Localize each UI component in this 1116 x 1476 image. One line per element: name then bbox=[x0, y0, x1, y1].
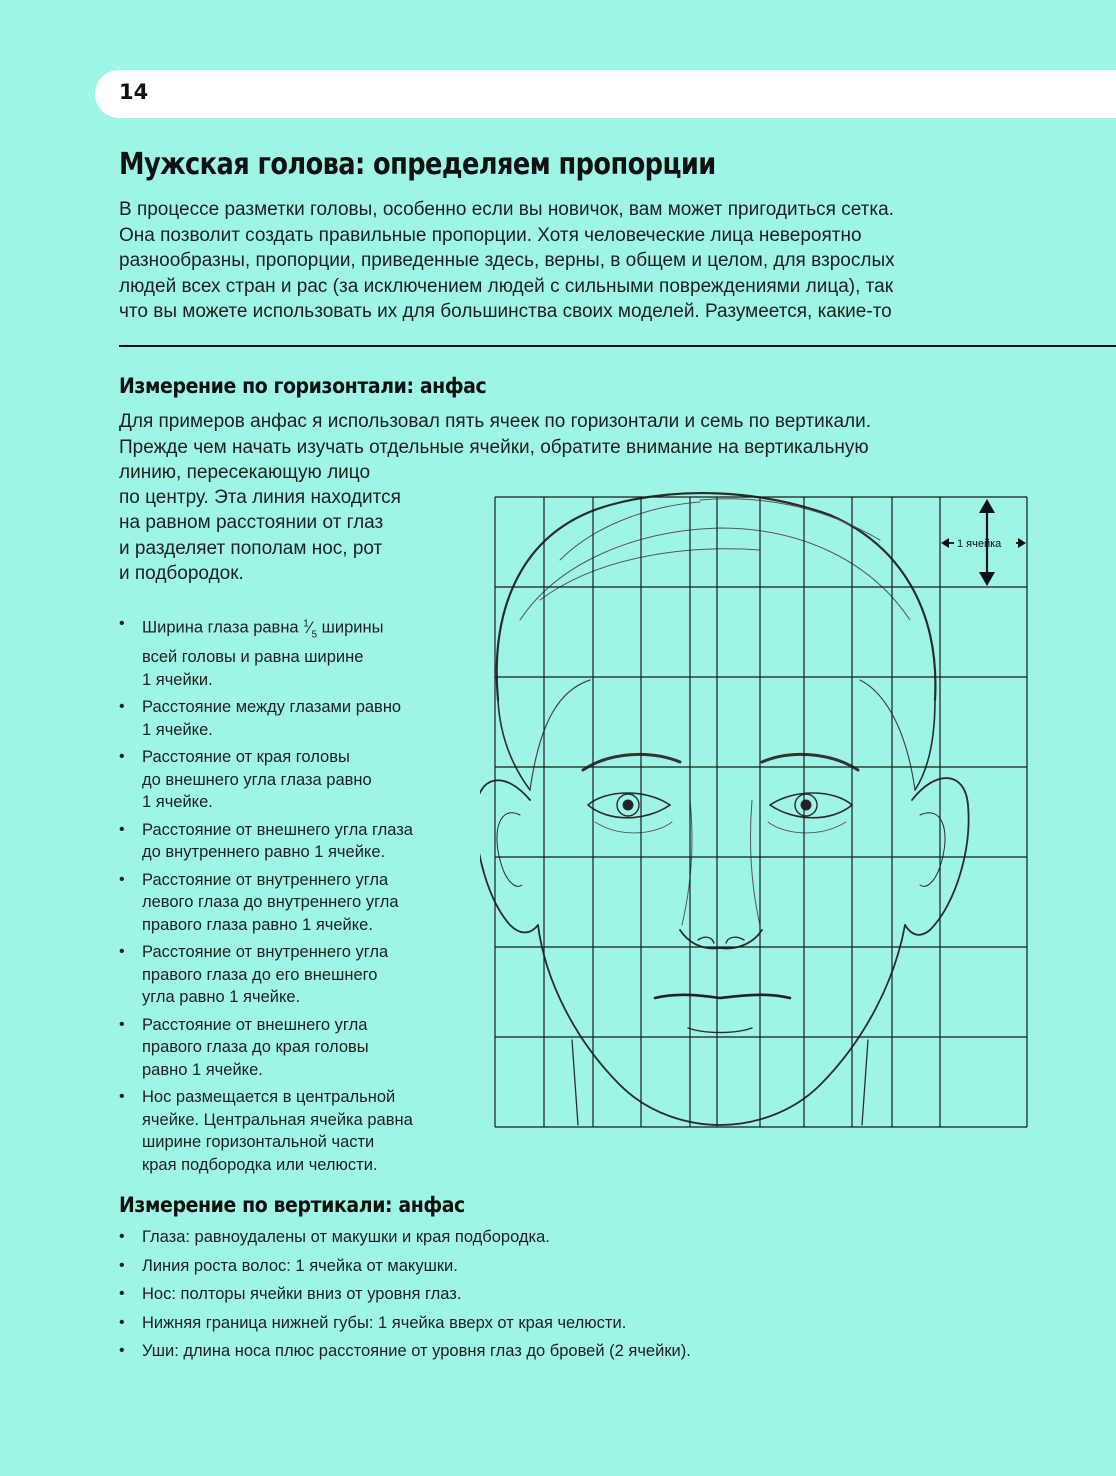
list-item bbox=[119, 819, 479, 864]
nose-bridge bbox=[682, 800, 760, 925]
page-number: 14 bbox=[119, 80, 149, 104]
head-outline bbox=[497, 493, 936, 700]
list-item-line: ячейке. Центральная ячейка равна bbox=[142, 1110, 413, 1129]
bullet-dot: • bbox=[119, 1313, 125, 1331]
list-item-line: Нос размещается в центральной bbox=[142, 1088, 396, 1107]
bullet-dot: • bbox=[119, 1256, 125, 1274]
section-divider bbox=[119, 345, 1116, 347]
page-title: Мужская голова: определяем пропорции bbox=[119, 147, 716, 182]
fraction-denominator: 5 bbox=[311, 628, 318, 640]
left-temple bbox=[498, 700, 530, 790]
page-header-bar bbox=[95, 70, 1116, 118]
intro-paragraph bbox=[119, 197, 1019, 325]
list-item-line: Глаза: равноудалены от макушки и края подбородка. bbox=[142, 1228, 550, 1246]
list-item-line: Расстояние от внутреннего угла bbox=[142, 870, 389, 889]
face-grid-illustration bbox=[480, 480, 1040, 1140]
grid-icon bbox=[495, 497, 1027, 1127]
list-item-line: Расстояние от края головы bbox=[142, 748, 350, 767]
vertical-heading: Измерение по вертикали: анфас bbox=[119, 1193, 465, 1217]
bullet-dot: • bbox=[119, 698, 125, 716]
list-item-line: ширине горизонтальной части bbox=[142, 1133, 375, 1152]
intro-line: разнообразны, пропорции, приведенные здесь, верны, в общем и целом, для взрослых bbox=[119, 250, 895, 271]
list-item-line: 1 ячейки. bbox=[142, 670, 213, 689]
bullet-dot: • bbox=[119, 870, 125, 888]
list-item-line: Линия роста волос: 1 ячейка от макушки. bbox=[142, 1256, 458, 1275]
face-sketch-icon bbox=[480, 493, 969, 1125]
list-item bbox=[119, 869, 479, 937]
list-item-line: 1 ячейке. bbox=[142, 720, 213, 739]
list-item bbox=[119, 1086, 479, 1176]
list-item-line: равно 1 ячейке. bbox=[142, 1060, 263, 1079]
eye-bags bbox=[595, 822, 846, 833]
neck-right bbox=[862, 1040, 868, 1125]
text-line: на равном расстоянии от глаз bbox=[119, 512, 384, 533]
text-line: линию, пересекающую лицо bbox=[119, 462, 371, 483]
intro-line: что вы можете использовать их для большинства своих моделей. Разумеется, какие-то bbox=[119, 301, 892, 322]
fraction: $^1⁄_5$ bbox=[303, 618, 318, 640]
list-item-line: левого глаза до внутреннего угла bbox=[142, 893, 399, 912]
bullet-dot: • bbox=[119, 820, 125, 838]
right-ear-inner bbox=[920, 813, 945, 887]
cell-size-label: 1 ячейка bbox=[957, 538, 1002, 550]
lower-lip bbox=[688, 1028, 752, 1033]
left-pupil bbox=[623, 800, 633, 810]
list-item-line: Расстояние от внешнего угла bbox=[142, 1015, 368, 1034]
right-eyebrow bbox=[762, 754, 858, 770]
horizontal-bullets bbox=[119, 613, 479, 1181]
list-item-line: правого глаза равно 1 ячейке. bbox=[142, 915, 373, 934]
list-item-line: Уши: длина носа плюс расстояние от уровня глаз до бровей (2 ячейки). bbox=[142, 1342, 691, 1360]
bullet-dot: • bbox=[119, 1088, 125, 1106]
list-item bbox=[119, 696, 479, 741]
list-item bbox=[119, 1283, 691, 1306]
list-item-line: Расстояние от внешнего угла глаза bbox=[142, 820, 413, 839]
intro-line: людей всех стран и рас (за исключением людей с сильными повреждениями лица), так bbox=[119, 275, 894, 297]
list-item-line: Расстояние между глазами равно bbox=[142, 698, 402, 717]
text-line: Прежде чем начать изучать отдельные ячейки, обратите внимание на вертикальную bbox=[119, 437, 869, 458]
fraction-prefix: Ширина глаза равна bbox=[142, 618, 304, 637]
intro-line: В процессе разметки головы, особенно если вы новичок, вам может пригодиться сетка. bbox=[119, 199, 894, 220]
list-item-line: до внешнего угла глаза равно bbox=[142, 770, 372, 789]
list-item bbox=[119, 1014, 479, 1082]
bullet-dot: • bbox=[119, 615, 125, 632]
list-item-line: правого глаза до края головы bbox=[142, 1038, 369, 1057]
vertical-bullets bbox=[119, 1226, 691, 1369]
hairline bbox=[530, 680, 915, 790]
list-item-line: угла равно 1 ячейке. bbox=[142, 988, 301, 1007]
right-pupil bbox=[801, 800, 811, 810]
nose-tip bbox=[680, 930, 762, 948]
list-item bbox=[119, 1312, 691, 1335]
text-line: по центру. Эта линия находится bbox=[119, 487, 401, 508]
left-ear-inner bbox=[497, 813, 522, 887]
neck-left bbox=[572, 1040, 578, 1125]
bullet-dot: • bbox=[119, 1285, 125, 1302]
list-item-line bbox=[142, 613, 479, 646]
horizontal-heading: Измерение по горизонтали: анфас bbox=[119, 374, 487, 398]
bullet-dot: • bbox=[119, 1342, 125, 1359]
list-item bbox=[119, 746, 479, 814]
text-line: и разделяет пополам нос, рот bbox=[119, 538, 383, 559]
list-item-line: Расстояние от внутреннего угла bbox=[142, 943, 389, 962]
list-item-line: Нижняя граница нижней губы: 1 ячейка вверх от края челюсти. bbox=[142, 1313, 627, 1332]
nostrils bbox=[698, 937, 744, 943]
fraction-suffix: ширины bbox=[317, 618, 384, 637]
bullet-dot: • bbox=[119, 1228, 125, 1245]
list-item bbox=[119, 613, 479, 691]
text-line: Для примеров анфас я использовал пять ячеек по горизонтали и семь по вертикали. bbox=[119, 411, 872, 432]
list-item bbox=[119, 1340, 691, 1363]
list-item-line: Нос: полторы ячейки вниз от уровня глаз. bbox=[142, 1285, 462, 1303]
list-item-line: правого глаза до его внешнего bbox=[142, 965, 378, 984]
list-item-line: края подбородка или челюсти. bbox=[142, 1155, 378, 1174]
left-eyebrow bbox=[583, 754, 680, 770]
list-item bbox=[119, 1255, 691, 1278]
list-item bbox=[119, 941, 479, 1009]
text-line: и подбородок. bbox=[119, 563, 244, 584]
intro-line: Она позволит создать правильные пропорции. Хотя человеческие лица невероятно bbox=[119, 224, 862, 246]
mouth bbox=[655, 995, 790, 998]
list-item bbox=[119, 1226, 691, 1249]
bullet-dot: • bbox=[119, 1015, 125, 1033]
bullet-dot: • bbox=[119, 943, 125, 961]
bullet-dot: • bbox=[119, 748, 125, 766]
right-temple bbox=[915, 700, 935, 790]
list-item-line: 1 ячейке. bbox=[142, 793, 213, 812]
list-item-line: всей головы и равна ширине bbox=[142, 648, 364, 667]
list-item-line: до внутреннего равно 1 ячейке. bbox=[142, 843, 386, 862]
fraction-numerator: 1 bbox=[303, 618, 309, 629]
